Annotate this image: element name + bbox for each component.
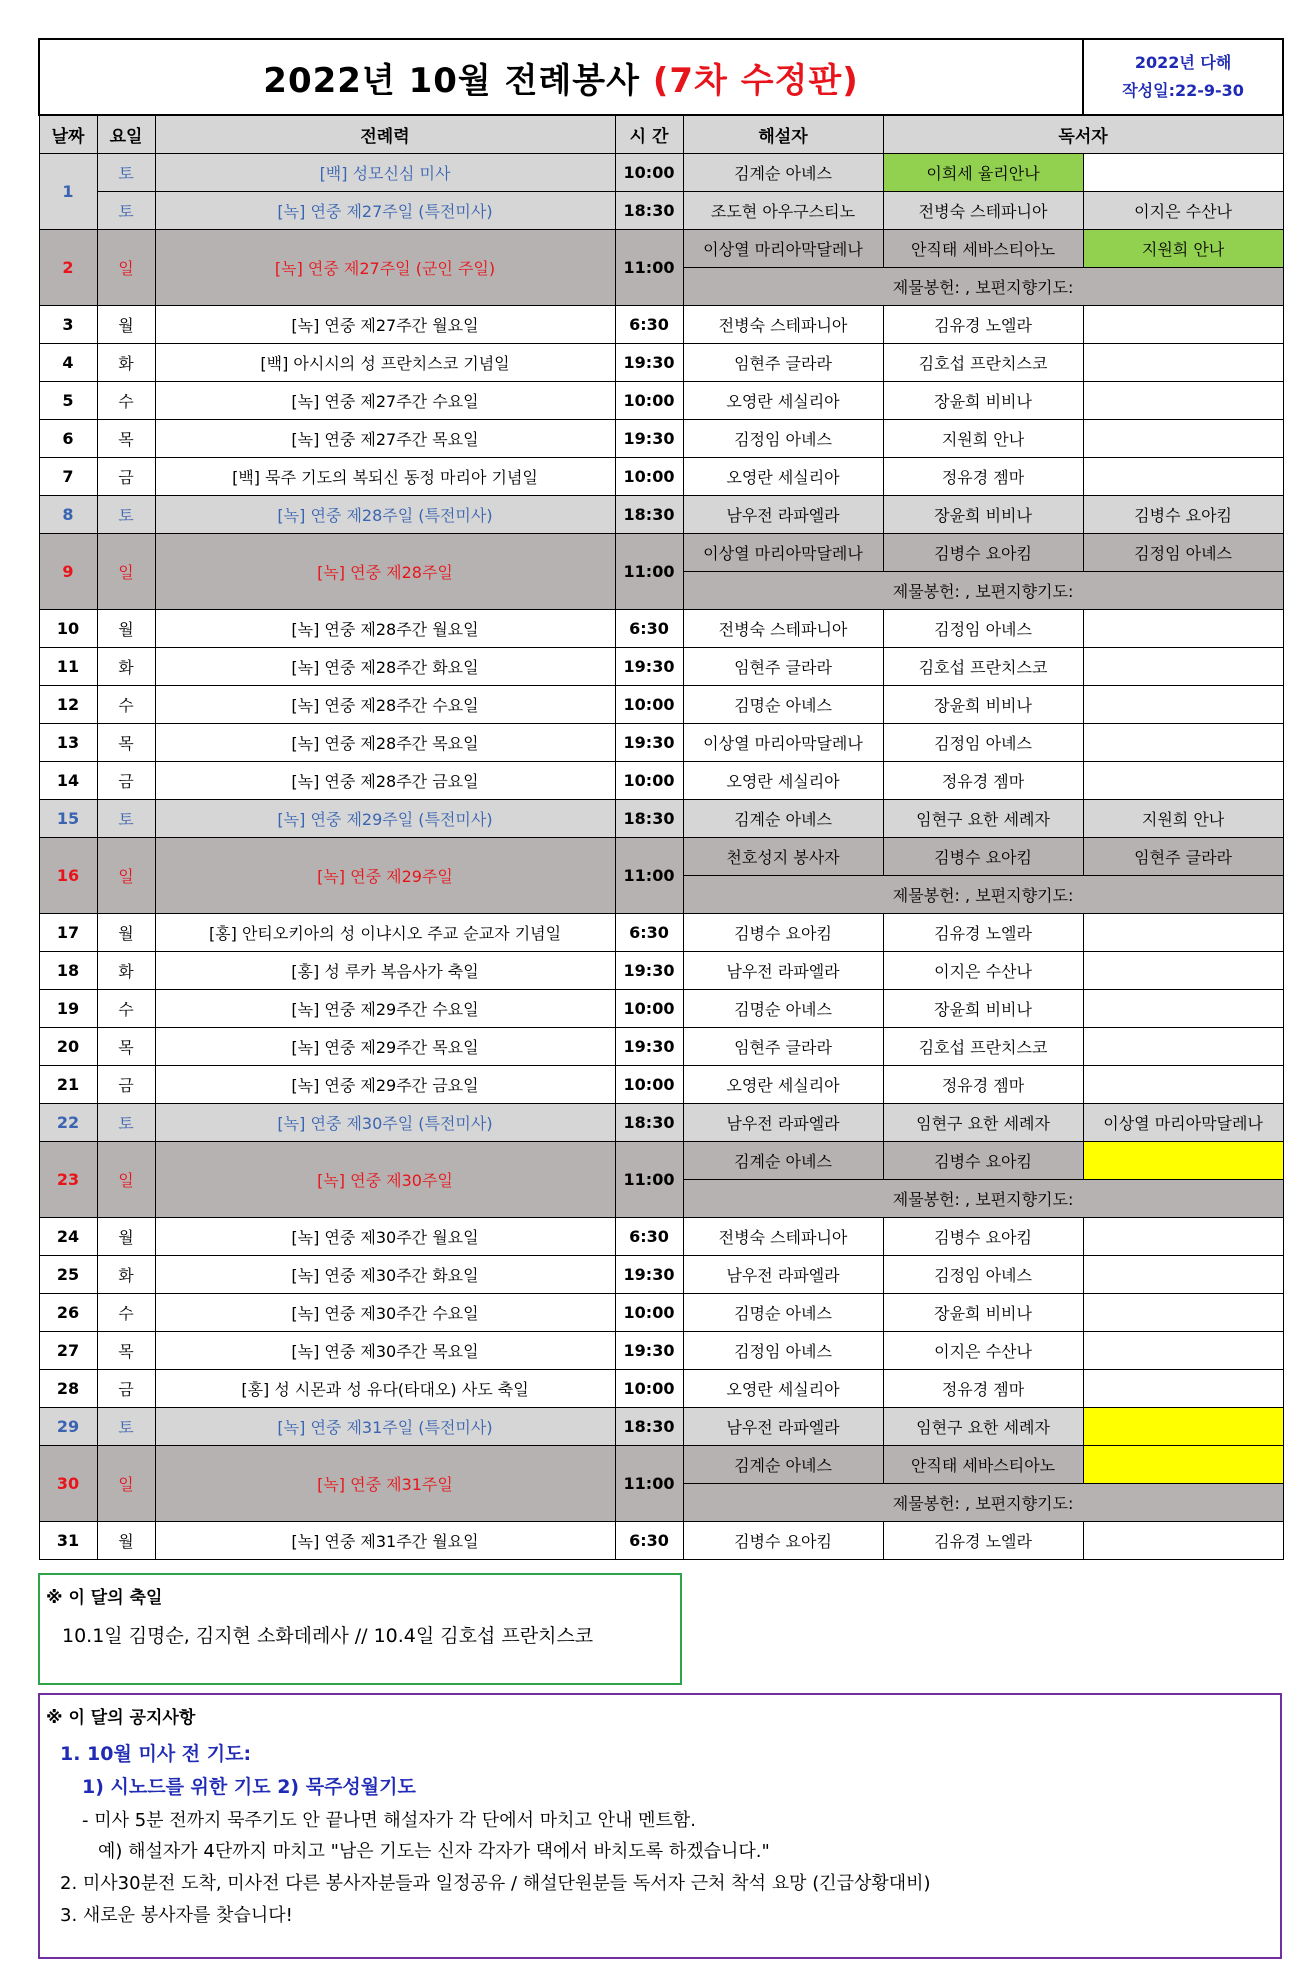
reader-2-cell <box>1083 154 1283 192</box>
table-row <box>39 192 1283 230</box>
liturgy-cell: [홍] 성 루카 복음사가 축일 <box>155 952 615 990</box>
dow-cell: 목 <box>97 1332 155 1370</box>
offering-cell: 제물봉헌: , 보편지향기도: <box>683 1484 1283 1522</box>
time-cell: 19:30 <box>615 344 683 382</box>
reader-2-cell <box>1083 420 1283 458</box>
liturgy-cell: [녹] 연중 제28주간 목요일 <box>155 724 615 762</box>
liturgy-cell: [백] 아시시의 성 프란치스코 기념일 <box>155 344 615 382</box>
dow-cell: 일 <box>97 1142 155 1218</box>
time-cell: 10:00 <box>615 1066 683 1104</box>
dow-cell: 금 <box>97 762 155 800</box>
commentator-cell: 김정임 아녜스 <box>683 420 883 458</box>
time-cell: 11:00 <box>615 838 683 914</box>
notice-line-2: 1) 시노드를 위한 기도 2) 묵주성월기도 <box>82 1776 416 1798</box>
time-cell: 11:00 <box>615 230 683 306</box>
liturgy-cell: [녹] 연중 제28주간 월요일 <box>155 610 615 648</box>
reader-2-cell <box>1083 1294 1283 1332</box>
dow-cell: 일 <box>97 534 155 610</box>
time-cell: 19:30 <box>615 420 683 458</box>
dow-cell: 금 <box>97 1066 155 1104</box>
time-cell: 10:00 <box>615 990 683 1028</box>
dow-cell: 화 <box>97 648 155 686</box>
commentator-cell: 김계순 아녜스 <box>683 1446 883 1484</box>
dow-cell: 토 <box>97 800 155 838</box>
table-row <box>39 990 1283 1028</box>
reader-2-cell <box>1083 1256 1283 1294</box>
time-cell: 6:30 <box>615 610 683 648</box>
dow-cell: 월 <box>97 1218 155 1256</box>
reader-2-cell <box>1083 724 1283 762</box>
commentator-cell: 김정임 아녜스 <box>683 1332 883 1370</box>
table-row <box>39 458 1283 496</box>
table-row <box>39 1142 1283 1180</box>
dow-cell: 월 <box>97 914 155 952</box>
liturgical-year: 2022년 다해 <box>1134 53 1232 72</box>
liturgy-cell: [녹] 연중 제29주간 금요일 <box>155 1066 615 1104</box>
commentator-cell: 김명순 아녜스 <box>683 1294 883 1332</box>
liturgy-cell: [녹] 연중 제30주일 <box>155 1142 615 1218</box>
table-row <box>39 496 1283 534</box>
commentator-cell: 전병숙 스테파니아 <box>683 306 883 344</box>
time-cell: 11:00 <box>615 1446 683 1522</box>
reader-1-cell: 이희세 율리안나 <box>883 154 1083 192</box>
reader-1-cell: 안직태 세바스티아노 <box>883 1446 1083 1484</box>
commentator-cell: 이상열 마리아막달레나 <box>683 230 883 268</box>
reader-2-cell <box>1083 762 1283 800</box>
reader-1-cell: 김정임 아녜스 <box>883 1256 1083 1294</box>
time-cell: 18:30 <box>615 1408 683 1446</box>
date-cell: 23 <box>39 1142 97 1218</box>
reader-2-cell <box>1083 610 1283 648</box>
dow-cell: 월 <box>97 610 155 648</box>
reader-2-cell <box>1083 1218 1283 1256</box>
time-cell: 19:30 <box>615 1028 683 1066</box>
time-cell: 10:00 <box>615 1370 683 1408</box>
schedule-sheet <box>38 38 1282 1560</box>
title-main: 2022년 10월 전례봉사 <box>263 60 653 101</box>
table-row <box>39 762 1283 800</box>
time-cell: 18:30 <box>615 800 683 838</box>
liturgy-cell: [녹] 연중 제27주일 (군인 주일) <box>155 230 615 306</box>
schedule-body <box>39 154 1283 1560</box>
reader-2-cell: 지원희 안나 <box>1083 800 1283 838</box>
liturgy-cell: [녹] 연중 제30주간 목요일 <box>155 1332 615 1370</box>
time-cell: 6:30 <box>615 1522 683 1560</box>
reader-2-cell <box>1083 1446 1283 1484</box>
reader-1-cell: 김호섭 프란치스코 <box>883 1028 1083 1066</box>
liturgy-cell: [녹] 연중 제28주간 수요일 <box>155 686 615 724</box>
time-cell: 19:30 <box>615 724 683 762</box>
col-time: 시 간 <box>615 115 683 154</box>
date-cell: 10 <box>39 610 97 648</box>
liturgy-cell: [녹] 연중 제31주일 (특전미사) <box>155 1408 615 1446</box>
liturgy-cell: [녹] 연중 제28주간 화요일 <box>155 648 615 686</box>
time-cell: 6:30 <box>615 914 683 952</box>
table-row <box>39 800 1283 838</box>
column-header-row <box>39 115 1283 154</box>
commentator-cell: 김계순 아녜스 <box>683 154 883 192</box>
table-row <box>39 344 1283 382</box>
reader-1-cell: 김병수 요아킴 <box>883 838 1083 876</box>
time-cell: 6:30 <box>615 1218 683 1256</box>
dow-cell: 토 <box>97 496 155 534</box>
dow-cell: 화 <box>97 1256 155 1294</box>
time-cell: 19:30 <box>615 1332 683 1370</box>
reader-2-cell <box>1083 1066 1283 1104</box>
date-cell: 17 <box>39 914 97 952</box>
reader-1-cell: 김정임 아녜스 <box>883 724 1083 762</box>
liturgy-cell: [백] 성모신심 미사 <box>155 154 615 192</box>
time-cell: 10:00 <box>615 762 683 800</box>
liturgy-cell: [녹] 연중 제28주일 <box>155 534 615 610</box>
date-cell: 22 <box>39 1104 97 1142</box>
time-cell: 19:30 <box>615 952 683 990</box>
notice-line-5: 2. 미사30분전 도착, 미사전 다른 봉사자분들과 일정공유 / 해설단원분들 독서자 근처 착석 요망 (긴급상황대비) <box>60 1873 931 1894</box>
reader-1-cell: 지원희 안나 <box>883 420 1083 458</box>
celebration-text: 10.1일 김명순, 김지현 소화데레사 // 10.4일 김호섭 프란치스코 <box>62 1625 594 1647</box>
reader-2-cell <box>1083 914 1283 952</box>
reader-1-cell: 장윤희 비비나 <box>883 686 1083 724</box>
date-cell: 8 <box>39 496 97 534</box>
reader-1-cell: 김병수 요아킴 <box>883 1142 1083 1180</box>
dow-cell: 수 <box>97 990 155 1028</box>
table-row <box>39 952 1283 990</box>
date-cell: 13 <box>39 724 97 762</box>
reader-1-cell: 정유경 젬마 <box>883 1066 1083 1104</box>
date-cell: 2 <box>39 230 97 306</box>
liturgy-cell: [녹] 연중 제28주간 금요일 <box>155 762 615 800</box>
dow-cell: 일 <box>97 838 155 914</box>
reader-2-cell: 김병수 요아킴 <box>1083 496 1283 534</box>
liturgy-cell: [녹] 연중 제29주일 <box>155 838 615 914</box>
reader-1-cell: 전병숙 스테파니아 <box>883 192 1083 230</box>
table-row <box>39 534 1283 572</box>
table-row <box>39 230 1283 268</box>
commentator-cell: 오영란 세실리아 <box>683 762 883 800</box>
table-row <box>39 686 1283 724</box>
dow-cell: 토 <box>97 192 155 230</box>
dow-cell: 토 <box>97 1408 155 1446</box>
dow-cell: 금 <box>97 458 155 496</box>
reader-1-cell: 장윤희 비비나 <box>883 382 1083 420</box>
dow-cell: 일 <box>97 230 155 306</box>
date-cell: 24 <box>39 1218 97 1256</box>
table-row <box>39 420 1283 458</box>
time-cell: 6:30 <box>615 306 683 344</box>
reader-2-cell: 임현주 글라라 <box>1083 838 1283 876</box>
page-title <box>39 39 1083 115</box>
table-row <box>39 1028 1283 1066</box>
reader-1-cell: 임현구 요한 세례자 <box>883 1408 1083 1446</box>
liturgy-cell: [녹] 연중 제29주간 목요일 <box>155 1028 615 1066</box>
date-cell: 1 <box>39 154 97 230</box>
reader-1-cell: 김유경 노엘라 <box>883 914 1083 952</box>
col-date: 날짜 <box>39 115 97 154</box>
reader-2-cell <box>1083 990 1283 1028</box>
time-cell: 18:30 <box>615 1104 683 1142</box>
commentator-cell: 전병숙 스테파니아 <box>683 1218 883 1256</box>
reader-1-cell: 김호섭 프란치스코 <box>883 344 1083 382</box>
title-revision: (7차 수정판) <box>652 60 859 101</box>
time-cell: 10:00 <box>615 458 683 496</box>
liturgy-cell: [녹] 연중 제29주일 (특전미사) <box>155 800 615 838</box>
commentator-cell: 남우전 라파엘라 <box>683 496 883 534</box>
commentator-cell: 김병수 요아킴 <box>683 1522 883 1560</box>
time-cell: 19:30 <box>615 1256 683 1294</box>
time-cell: 11:00 <box>615 534 683 610</box>
reader-1-cell: 김병수 요아킴 <box>883 534 1083 572</box>
reader-1-cell: 임현구 요한 세례자 <box>883 800 1083 838</box>
reader-1-cell: 장윤희 비비나 <box>883 1294 1083 1332</box>
liturgy-cell: [녹] 연중 제30주간 수요일 <box>155 1294 615 1332</box>
commentator-cell: 김명순 아녜스 <box>683 686 883 724</box>
table-row <box>39 1218 1283 1256</box>
reader-2-cell: 김정임 아녜스 <box>1083 534 1283 572</box>
dow-cell: 월 <box>97 306 155 344</box>
table-row <box>39 1256 1283 1294</box>
table-row <box>39 1408 1283 1446</box>
table-row <box>39 610 1283 648</box>
liturgy-cell: [백] 묵주 기도의 복되신 동정 마리아 기념일 <box>155 458 615 496</box>
liturgy-cell: [녹] 연중 제31주일 <box>155 1446 615 1522</box>
commentator-cell: 천호성지 봉사자 <box>683 838 883 876</box>
date-cell: 11 <box>39 648 97 686</box>
reader-1-cell: 정유경 젬마 <box>883 1370 1083 1408</box>
liturgy-cell: [녹] 연중 제27주일 (특전미사) <box>155 192 615 230</box>
reader-2-cell <box>1083 344 1283 382</box>
commentator-cell: 남우전 라파엘라 <box>683 1256 883 1294</box>
reader-2-cell <box>1083 1332 1283 1370</box>
reader-2-cell: 지원희 안나 <box>1083 230 1283 268</box>
dow-cell: 토 <box>97 1104 155 1142</box>
liturgy-cell: [홍] 안티오키아의 성 이냐시오 주교 순교자 기념일 <box>155 914 615 952</box>
col-readers: 독서자 <box>883 115 1283 154</box>
dow-cell: 월 <box>97 1522 155 1560</box>
table-row <box>39 1522 1283 1560</box>
commentator-cell: 오영란 세실리아 <box>683 458 883 496</box>
table-row <box>39 648 1283 686</box>
reader-2-cell <box>1083 1522 1283 1560</box>
table-row <box>39 306 1283 344</box>
time-cell: 11:00 <box>615 1142 683 1218</box>
reader-2-cell <box>1083 458 1283 496</box>
reader-2-cell: 이지은 수산나 <box>1083 192 1283 230</box>
reader-2-cell <box>1083 648 1283 686</box>
date-cell: 28 <box>39 1370 97 1408</box>
time-cell: 10:00 <box>615 1294 683 1332</box>
dow-cell: 목 <box>97 420 155 458</box>
commentator-cell: 김병수 요아킴 <box>683 914 883 952</box>
reader-1-cell: 이지은 수산나 <box>883 1332 1083 1370</box>
table-row <box>39 1370 1283 1408</box>
dow-cell: 수 <box>97 1294 155 1332</box>
commentator-cell: 남우전 라파엘라 <box>683 1408 883 1446</box>
commentator-cell: 임현주 글라라 <box>683 648 883 686</box>
reader-1-cell: 장윤희 비비나 <box>883 496 1083 534</box>
dow-cell: 금 <box>97 1370 155 1408</box>
notice-heading: ※ 이 달의 공지사항 <box>46 1708 196 1728</box>
table-row <box>39 1104 1283 1142</box>
date-cell: 16 <box>39 838 97 914</box>
liturgy-cell: [녹] 연중 제30주간 월요일 <box>155 1218 615 1256</box>
table-row <box>39 1332 1283 1370</box>
created-date: 작성일:22-9-30 <box>1122 81 1244 100</box>
date-cell: 18 <box>39 952 97 990</box>
notice-line-4: 예) 해설자가 4단까지 마치고 "남은 기도는 신자 각자가 댁에서 바치도록 하겠습니다." <box>98 1841 770 1862</box>
notice-line-6: 3. 새로운 봉사자를 찾습니다! <box>60 1905 293 1926</box>
commentator-cell: 김계순 아녜스 <box>683 800 883 838</box>
date-cell: 4 <box>39 344 97 382</box>
table-row <box>39 724 1283 762</box>
commentator-cell: 남우전 라파엘라 <box>683 1104 883 1142</box>
table-row <box>39 382 1283 420</box>
reader-1-cell: 이지은 수산나 <box>883 952 1083 990</box>
date-cell: 7 <box>39 458 97 496</box>
dow-cell: 토 <box>97 154 155 192</box>
dow-cell: 수 <box>97 686 155 724</box>
liturgy-cell: [녹] 연중 제29주간 수요일 <box>155 990 615 1028</box>
liturgy-cell: [녹] 연중 제31주간 월요일 <box>155 1522 615 1560</box>
date-cell: 12 <box>39 686 97 724</box>
date-cell: 6 <box>39 420 97 458</box>
dow-cell: 화 <box>97 952 155 990</box>
table-row <box>39 1446 1283 1484</box>
notice-line-3: - 미사 5분 전까지 묵주기도 안 끝나면 해설자가 각 단에서 마치고 안내 멘트함. <box>82 1810 696 1831</box>
date-cell: 15 <box>39 800 97 838</box>
notice-line-1: 1. 10월 미사 전 기도: <box>60 1743 252 1765</box>
commentator-cell: 오영란 세실리아 <box>683 1370 883 1408</box>
time-cell: 18:30 <box>615 496 683 534</box>
reader-2-cell <box>1083 1370 1283 1408</box>
time-cell: 10:00 <box>615 382 683 420</box>
date-cell: 30 <box>39 1446 97 1522</box>
commentator-cell: 임현주 글라라 <box>683 1028 883 1066</box>
liturgy-cell: [녹] 연중 제27주간 월요일 <box>155 306 615 344</box>
reader-1-cell: 김호섭 프란치스코 <box>883 648 1083 686</box>
liturgy-cell: [녹] 연중 제28주일 (특전미사) <box>155 496 615 534</box>
table-row <box>39 1066 1283 1104</box>
celebration-box <box>38 1573 682 1685</box>
reader-1-cell: 정유경 젬마 <box>883 762 1083 800</box>
date-cell: 25 <box>39 1256 97 1294</box>
date-cell: 5 <box>39 382 97 420</box>
date-cell: 14 <box>39 762 97 800</box>
reader-2-cell <box>1083 1408 1283 1446</box>
col-liturgy: 전례력 <box>155 115 615 154</box>
offering-cell: 제물봉헌: , 보편지향기도: <box>683 268 1283 306</box>
time-cell: 10:00 <box>615 154 683 192</box>
reader-1-cell: 안직태 세바스티아노 <box>883 230 1083 268</box>
liturgy-cell: [홍] 성 시몬과 성 유다(타대오) 사도 축일 <box>155 1370 615 1408</box>
reader-2-cell <box>1083 306 1283 344</box>
notice-box <box>38 1693 1282 1959</box>
reader-1-cell: 김정임 아녜스 <box>883 610 1083 648</box>
date-cell: 19 <box>39 990 97 1028</box>
celebration-heading: ※ 이 달의 축일 <box>46 1588 163 1608</box>
time-cell: 18:30 <box>615 192 683 230</box>
date-cell: 31 <box>39 1522 97 1560</box>
date-cell: 29 <box>39 1408 97 1446</box>
table-row <box>39 154 1283 192</box>
reader-1-cell: 임현구 요한 세례자 <box>883 1104 1083 1142</box>
reader-1-cell: 김유경 노엘라 <box>883 1522 1083 1560</box>
reader-2-cell <box>1083 382 1283 420</box>
dow-cell: 일 <box>97 1446 155 1522</box>
reader-1-cell: 김유경 노엘라 <box>883 306 1083 344</box>
table-row <box>39 1294 1283 1332</box>
commentator-cell: 이상열 마리아막달레나 <box>683 724 883 762</box>
dow-cell: 목 <box>97 724 155 762</box>
commentator-cell: 오영란 세실리아 <box>683 1066 883 1104</box>
commentator-cell: 임현주 글라라 <box>683 344 883 382</box>
date-cell: 27 <box>39 1332 97 1370</box>
reader-1-cell: 장윤희 비비나 <box>883 990 1083 1028</box>
reader-2-cell: 이상열 마리아막달레나 <box>1083 1104 1283 1142</box>
offering-cell: 제물봉헌: , 보편지향기도: <box>683 572 1283 610</box>
date-cell: 20 <box>39 1028 97 1066</box>
table-row <box>39 914 1283 952</box>
schedule-table <box>38 38 1284 1560</box>
reader-2-cell <box>1083 1028 1283 1066</box>
reader-1-cell: 정유경 젬마 <box>883 458 1083 496</box>
time-cell: 10:00 <box>615 686 683 724</box>
reader-1-cell: 김병수 요아킴 <box>883 1218 1083 1256</box>
commentator-cell: 오영란 세실리아 <box>683 382 883 420</box>
commentator-cell: 김계순 아녜스 <box>683 1142 883 1180</box>
commentator-cell: 조도현 아우구스티노 <box>683 192 883 230</box>
col-commentator: 해설자 <box>683 115 883 154</box>
commentator-cell: 전병숙 스테파니아 <box>683 610 883 648</box>
liturgy-cell: [녹] 연중 제27주간 목요일 <box>155 420 615 458</box>
date-cell: 26 <box>39 1294 97 1332</box>
date-cell: 21 <box>39 1066 97 1104</box>
liturgy-cell: [녹] 연중 제30주일 (특전미사) <box>155 1104 615 1142</box>
commentator-cell: 남우전 라파엘라 <box>683 952 883 990</box>
date-cell: 9 <box>39 534 97 610</box>
offering-cell: 제물봉헌: , 보편지향기도: <box>683 1180 1283 1218</box>
reader-2-cell <box>1083 1142 1283 1180</box>
reader-2-cell <box>1083 686 1283 724</box>
commentator-cell: 이상열 마리아막달레나 <box>683 534 883 572</box>
liturgy-cell: [녹] 연중 제30주간 화요일 <box>155 1256 615 1294</box>
meta-info <box>1083 39 1283 115</box>
liturgy-cell: [녹] 연중 제27주간 수요일 <box>155 382 615 420</box>
reader-2-cell <box>1083 952 1283 990</box>
time-cell: 19:30 <box>615 648 683 686</box>
commentator-cell: 김명순 아녜스 <box>683 990 883 1028</box>
dow-cell: 수 <box>97 382 155 420</box>
offering-cell: 제물봉헌: , 보편지향기도: <box>683 876 1283 914</box>
dow-cell: 화 <box>97 344 155 382</box>
table-row <box>39 838 1283 876</box>
date-cell: 3 <box>39 306 97 344</box>
col-dow: 요일 <box>97 115 155 154</box>
dow-cell: 목 <box>97 1028 155 1066</box>
